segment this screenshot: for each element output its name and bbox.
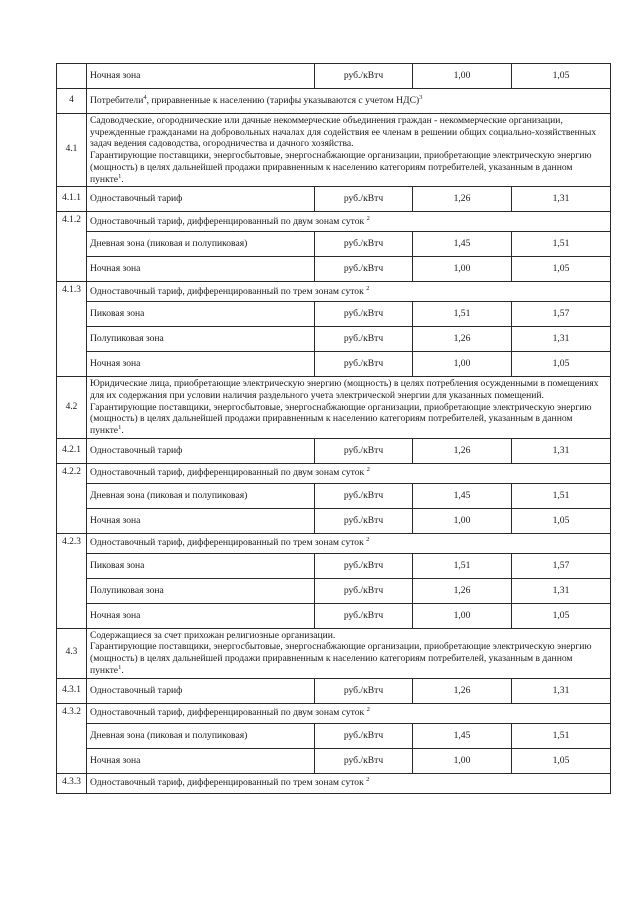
- row-label: Ночная зона: [87, 352, 315, 377]
- subsection-header-row: [57, 282, 611, 302]
- section-description: [87, 628, 611, 678]
- row-number: 4.3.3: [57, 773, 87, 793]
- row-unit: руб./кВтч: [315, 553, 413, 578]
- row-unit: руб./кВтч: [315, 483, 413, 508]
- row-unit: руб./кВтч: [315, 352, 413, 377]
- table-row: [57, 508, 611, 533]
- row-label: Ночная зона: [87, 508, 315, 533]
- row-value-1: 1,00: [413, 64, 512, 89]
- table-row: [57, 64, 611, 89]
- subsection-title: Одноставочный тариф, дифференцированный по трем зонам суток $^2$: [87, 282, 611, 302]
- subsection-title: Одноставочный тариф, дифференцированный по двум зонам суток $^2$: [87, 703, 611, 723]
- table-row: [57, 352, 611, 377]
- row-number: 4.2.3: [57, 533, 87, 628]
- table-row: [57, 438, 611, 463]
- row-unit: руб./кВтч: [315, 302, 413, 327]
- row-unit: руб./кВтч: [315, 327, 413, 352]
- row-label: Пиковая зона: [87, 553, 315, 578]
- description-paragraph: Юридические лица, приобретающие электрическую энергию (мощность) в целях потребления осужденными в помещениях для их содержания при условии наличия раздельного учета электрической энергии для указанных помещений.: [90, 378, 599, 401]
- table-row: [57, 603, 611, 628]
- table-row: [57, 232, 611, 257]
- row-value-2: 1,31: [512, 187, 611, 212]
- row-label: Одноставочный тариф: [87, 187, 315, 212]
- row-number: 4.3.2: [57, 703, 87, 773]
- row-label: Ночная зона: [87, 64, 315, 89]
- row-label: Дневная зона (пиковая и полупиковая): [87, 483, 315, 508]
- row-unit: руб./кВтч: [315, 723, 413, 748]
- subsection-title: Одноставочный тариф, дифференцированный по двум зонам суток $^2$: [87, 463, 611, 483]
- table-row: [57, 257, 611, 282]
- row-unit: руб./кВтч: [315, 678, 413, 703]
- section-description: [87, 377, 611, 439]
- row-value-2: 1,31: [512, 578, 611, 603]
- row-value-2: 1,05: [512, 603, 611, 628]
- table-row: [57, 327, 611, 352]
- row-unit: руб./кВтч: [315, 187, 413, 212]
- row-number: 4.1.2: [57, 212, 87, 282]
- row-value-1: 1,00: [413, 352, 512, 377]
- subsection-title: Одноставочный тариф, дифференцированный по трем зонам суток $^2$: [87, 533, 611, 553]
- tariff-table: [56, 63, 611, 794]
- subsection-title: Одноставочный тариф, дифференцированный по трем зонам суток $^2$: [87, 773, 611, 793]
- section-description-row: [57, 377, 611, 439]
- row-unit: руб./кВтч: [315, 578, 413, 603]
- row-value-1: 1,00: [413, 257, 512, 282]
- row-label: Ночная зона: [87, 748, 315, 773]
- row-value-2: 1,57: [512, 553, 611, 578]
- row-unit: руб./кВтч: [315, 748, 413, 773]
- subsection-header-row: [57, 212, 611, 232]
- description-paragraph: Гарантирующие поставщики, энергосбытовые, энергоснабжающие организации, приобретающие электрическую энергию (мощность) в целях дальнейшей продажи приравненным к населению категориям потребителей, указанным в данном пункте$^1$.: [90, 150, 592, 185]
- row-unit: руб./кВтч: [315, 508, 413, 533]
- section-header-row: [57, 89, 611, 114]
- subsection-header-row: [57, 533, 611, 553]
- description-paragraph: Гарантирующие поставщики, энергосбытовые, энергоснабжающие организации, приобретающие электрическую энергию (мощность) в целях дальнейшей продажи приравненным к населению категориям потребителей, указанным в данном пункте$^1$.: [90, 641, 592, 676]
- row-value-2: 1,57: [512, 302, 611, 327]
- row-number: 4.3: [57, 628, 87, 678]
- row-unit: руб./кВтч: [315, 257, 413, 282]
- row-label: Пиковая зона: [87, 302, 315, 327]
- row-value-1: 1,26: [413, 187, 512, 212]
- row-unit: руб./кВтч: [315, 232, 413, 257]
- row-number: 4: [57, 89, 87, 114]
- row-unit: руб./кВтч: [315, 64, 413, 89]
- row-number: 4.2: [57, 377, 87, 439]
- row-number: 4.1.3: [57, 282, 87, 377]
- row-number: 4.1: [57, 114, 87, 187]
- row-number: [57, 64, 87, 89]
- section-description: [87, 114, 611, 187]
- row-label: Полупиковая зона: [87, 578, 315, 603]
- section-description-row: [57, 114, 611, 187]
- row-value-1: 1,45: [413, 723, 512, 748]
- row-value-1: 1,26: [413, 678, 512, 703]
- table-row: [57, 483, 611, 508]
- table-row: [57, 578, 611, 603]
- row-value-2: 1,31: [512, 438, 611, 463]
- row-value-2: 1,31: [512, 327, 611, 352]
- row-value-1: 1,45: [413, 232, 512, 257]
- table-row: [57, 748, 611, 773]
- table-row: [57, 553, 611, 578]
- table-row: [57, 187, 611, 212]
- description-paragraph: Гарантирующие поставщики, энергосбытовые, энергоснабжающие организации, приобретающие электрическую энергию (мощность) в целях дальнейшей продажи приравненным к населению категориям потребителей, указанным в данном пункте$^1$.: [90, 401, 592, 437]
- section-description-row: [57, 628, 611, 678]
- row-value-1: 1,45: [413, 483, 512, 508]
- description-paragraph: Садоводческие, огороднические или дачные некоммерческие объединения граждан - некоммерческие организации, учрежденные гражданами на добровольных началах для содействия ее членам в решении общих социально-хозяйственных задач ведения садоводства, огородничества и дачного хозяйства.: [90, 115, 597, 150]
- row-label: Ночная зона: [87, 257, 315, 282]
- section-title: Потребители$^4$, приравненные к населению (тарифы указываются с учетом НДС)$^3$: [87, 89, 611, 114]
- row-number: 4.2.2: [57, 463, 87, 533]
- row-label: Одноставочный тариф: [87, 678, 315, 703]
- row-value-1: 1,26: [413, 438, 512, 463]
- subsection-title: Одноставочный тариф, дифференцированный по двум зонам суток $^2$: [87, 212, 611, 232]
- row-number: 4.3.1: [57, 678, 87, 703]
- description-paragraph: Содержащиеся за счет прихожан религиозные организации.: [90, 629, 336, 641]
- row-value-2: 1,51: [512, 723, 611, 748]
- subsection-header-row: [57, 773, 611, 793]
- row-value-2: 1,05: [512, 508, 611, 533]
- row-value-2: 1,51: [512, 483, 611, 508]
- row-number: 4.2.1: [57, 438, 87, 463]
- row-label: Ночная зона: [87, 603, 315, 628]
- row-value-2: 1,51: [512, 232, 611, 257]
- row-value-1: 1,26: [413, 578, 512, 603]
- row-value-2: 1,05: [512, 257, 611, 282]
- row-value-2: 1,05: [512, 352, 611, 377]
- row-value-1: 1,51: [413, 553, 512, 578]
- subsection-header-row: [57, 703, 611, 723]
- row-label: Одноставочный тариф: [87, 438, 315, 463]
- table-row: [57, 302, 611, 327]
- row-value-1: 1,00: [413, 603, 512, 628]
- row-number: 4.1.1: [57, 187, 87, 212]
- row-label: Дневная зона (пиковая и полупиковая): [87, 723, 315, 748]
- subsection-header-row: [57, 463, 611, 483]
- row-unit: руб./кВтч: [315, 603, 413, 628]
- row-label: Дневная зона (пиковая и полупиковая): [87, 232, 315, 257]
- table-row: [57, 723, 611, 748]
- row-value-1: 1,00: [413, 748, 512, 773]
- row-unit: руб./кВтч: [315, 438, 413, 463]
- row-value-1: 1,00: [413, 508, 512, 533]
- row-value-2: 1,31: [512, 678, 611, 703]
- row-label: Полупиковая зона: [87, 327, 315, 352]
- row-value-2: 1,05: [512, 748, 611, 773]
- row-value-1: 1,26: [413, 327, 512, 352]
- row-value-2: 1,05: [512, 64, 611, 89]
- table-row: [57, 678, 611, 703]
- row-value-1: 1,51: [413, 302, 512, 327]
